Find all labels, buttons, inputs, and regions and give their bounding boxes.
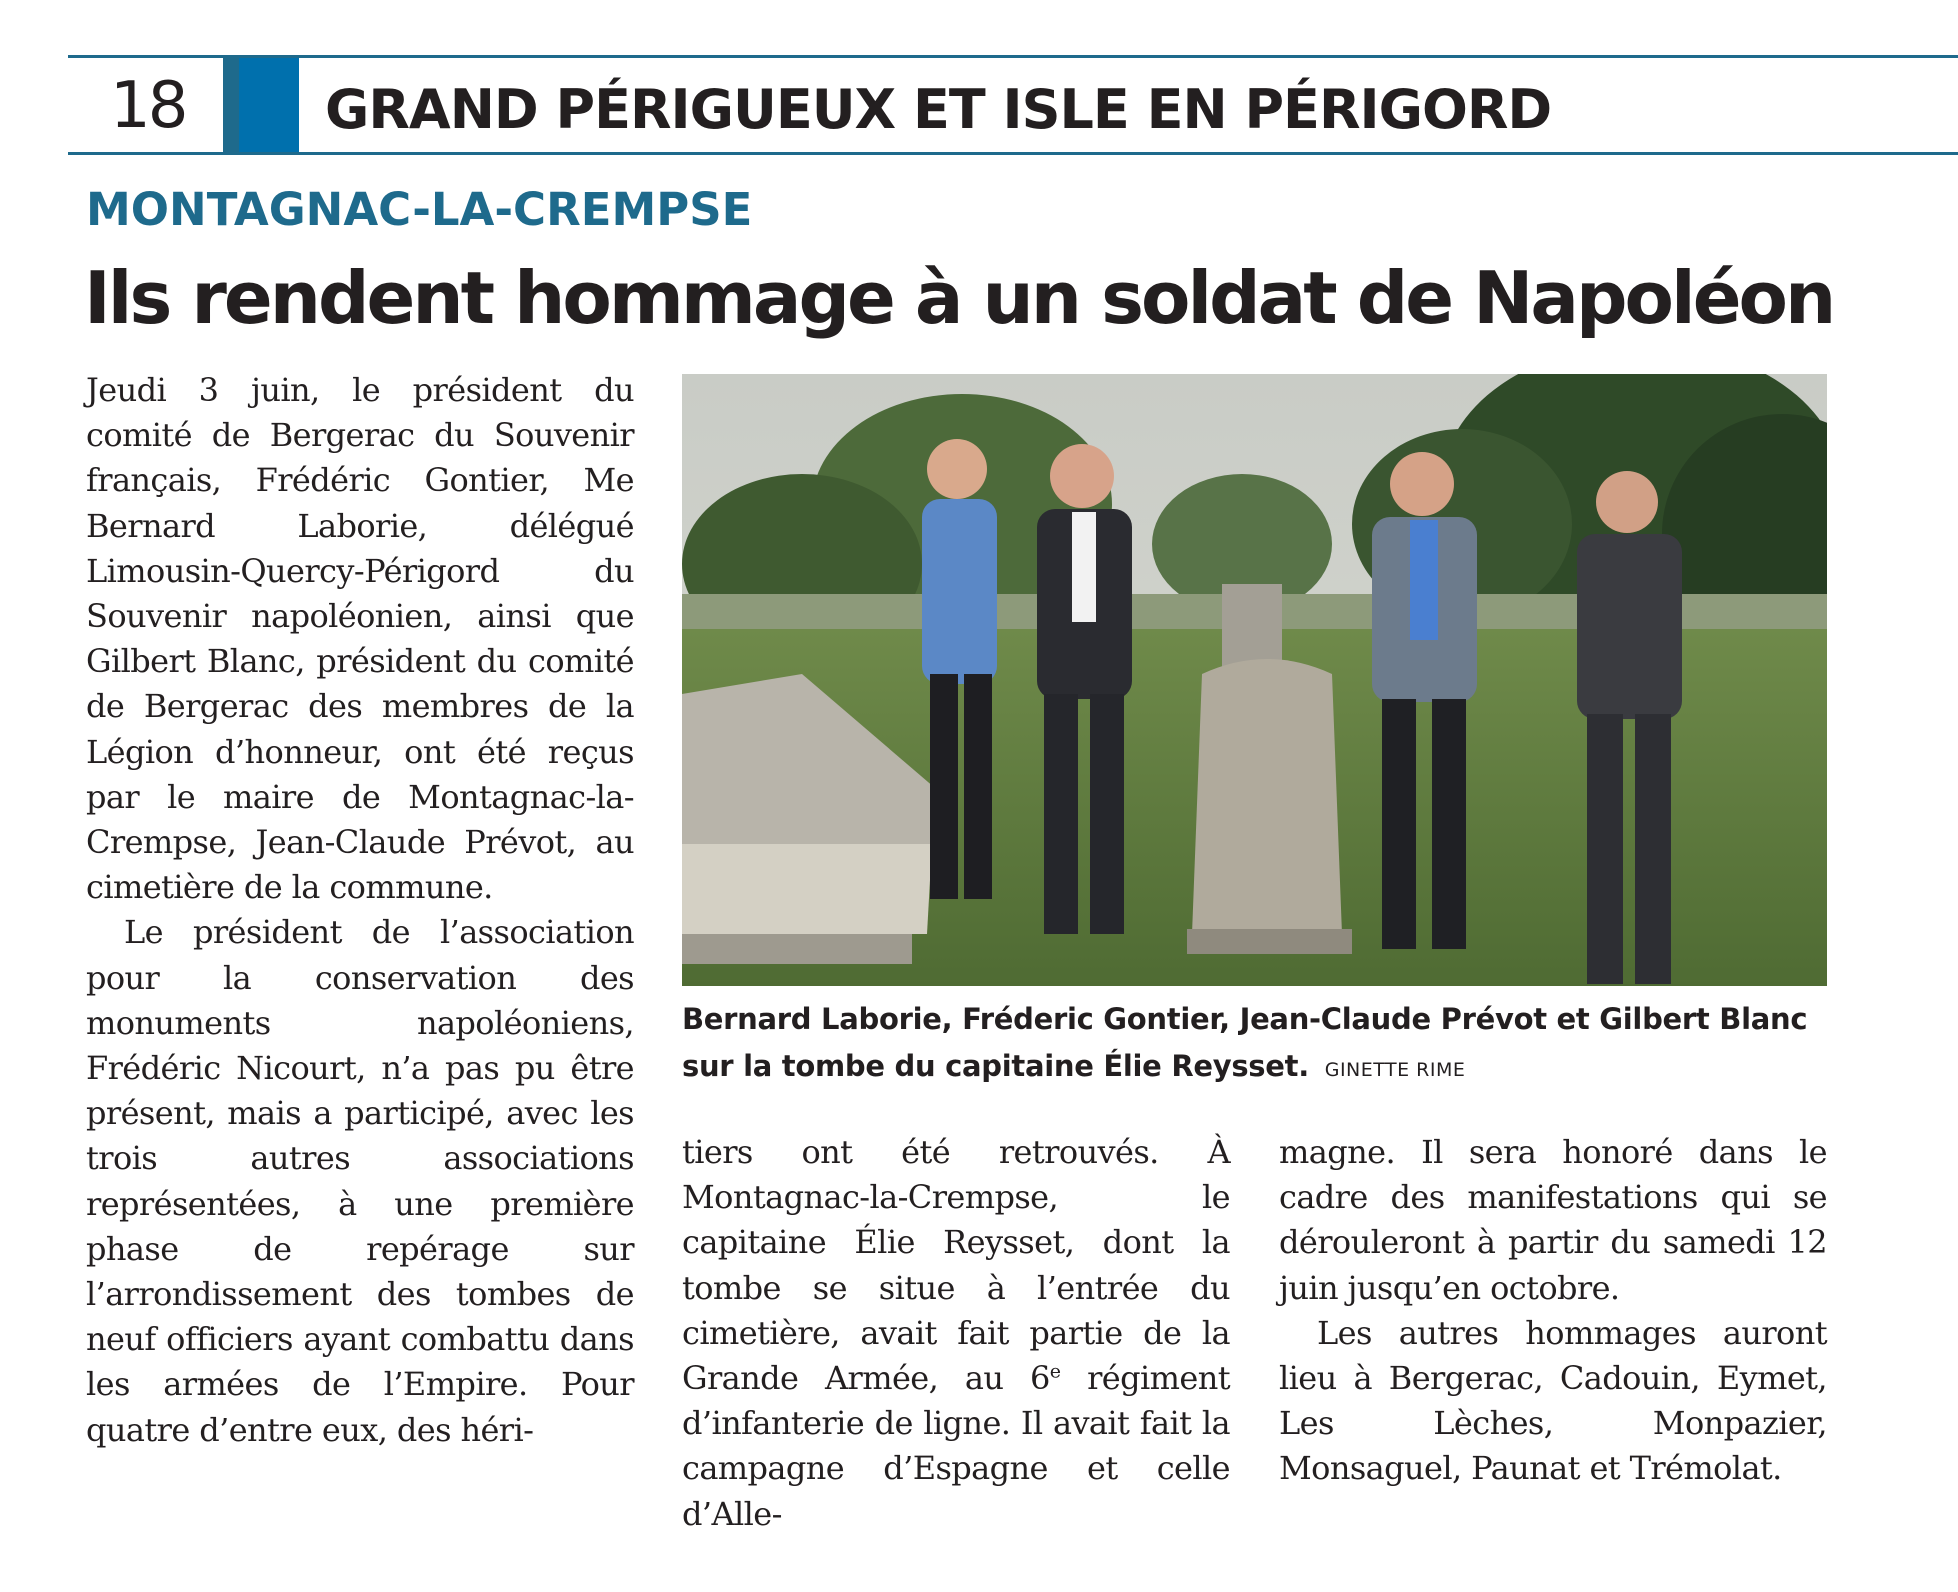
article-headline: Ils rendent hommage à un soldat de Napoléon — [84, 256, 1834, 340]
article-paragraph: magne. Il sera honoré dans le cadre des manifestations qui se dérouleront à partir du samedi 12 juin jusqu’en octobre. — [1279, 1133, 1827, 1307]
page-number: 18 — [110, 69, 186, 143]
article-column-3 — [1279, 1130, 1827, 1492]
article-paragraph: Jeudi 3 juin, le président du comité de Bergerac du Souvenir français, Frédéric Gontier, Me Bernard Laborie, délégué Limousin-Quercy-Périgord du Souvenir napoléonien, ainsi que Gilbert Blanc, président du comité de Bergerac des membres de la Légion d’honneur, ont été reçus par le maire de Montagnac-la-Crempse, Jean-Claude Prévot, au cimetière de la commune. — [86, 371, 634, 907]
paragraph-text: régiment d’infanterie de ligne. Il avait fait la campagne d’Espagne et celle d’Alle- — [682, 1359, 1230, 1533]
section-title: GRAND PÉRIGUEUX ET ISLE EN PÉRIGORD — [325, 78, 1552, 141]
article-paragraph: Le président de l’association pour la conservation des monuments napoléoniens, Frédéric Nicourt, n’a pas pu être présent, mais a participé, avec les trois autres associations représentées, à une première phase de repérage sur l’arrondissement des tombes de neuf officiers ayant combattu dans les armées de l’Empire. Pour quatre d’entre eux, des héri- — [86, 913, 634, 1449]
article-paragraph: Les autres hommages auront lieu à Bergerac, Cadouin, Eymet, Les Lèches, Monpazier, Monsaguel, Paunat et Trémolat. — [1279, 1313, 1827, 1488]
article-column-1 — [86, 368, 634, 1453]
superscript: e — [1049, 1360, 1061, 1383]
caption-text: Bernard Laborie, Fréderic Gontier, Jean-Claude Prévot et Gilbert Blanc sur la tombe du capitaine Élie Reysset. — [682, 1002, 1808, 1083]
paragraph-text: tiers ont été retrouvés. À Montagnac-la-Crempse, le capitaine Élie Reysset, dont la tombe se situe à l’entrée du cimetière, avait fait partie de la Grande Armée, au 6 — [682, 1133, 1230, 1398]
article-locality: MONTAGNAC-LA-CREMPSE — [86, 183, 753, 236]
photo-credit: GINETTE RIME — [1324, 1059, 1466, 1081]
article-column-2 — [682, 1130, 1230, 1537]
article-photo — [682, 374, 1827, 986]
article-paragraph — [682, 1130, 1230, 1537]
photo-caption — [682, 996, 1862, 1094]
header-top-rule — [68, 55, 1958, 58]
cemetery-group-photo — [682, 374, 1827, 986]
header-color-block — [223, 58, 299, 152]
header-bottom-rule — [68, 152, 1958, 155]
